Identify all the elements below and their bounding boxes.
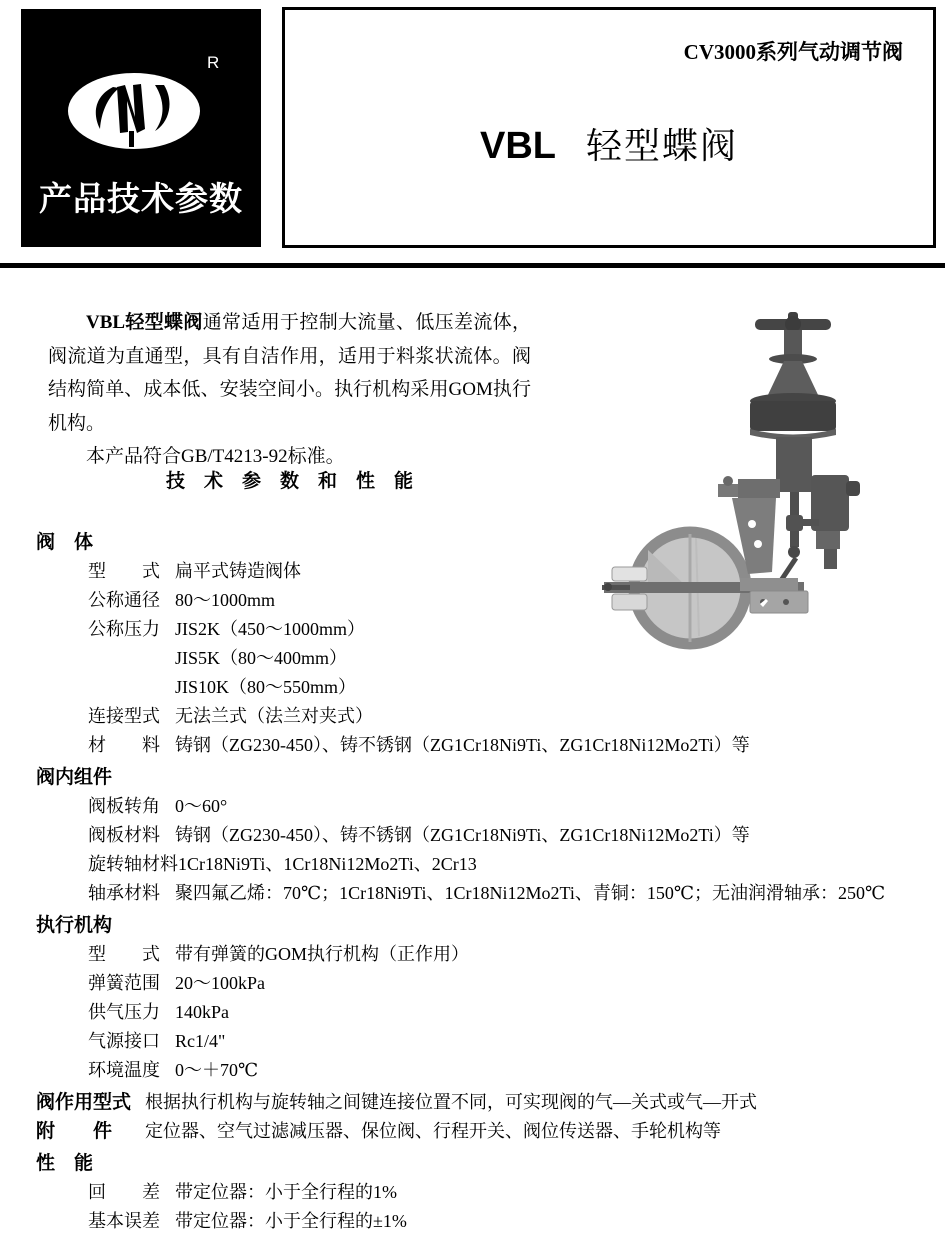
spec-label: 阀板材料	[88, 825, 160, 845]
spec-row	[36, 1027, 935, 1056]
spec-label	[88, 673, 175, 702]
spec-value: JIS2K（450～1000mm）	[175, 619, 366, 639]
spec-value: 铸钢（ZG230-450）、铸不锈钢（ZG1Cr18Ni9Ti、ZG1Cr18Ni12Mo2Ti）等	[175, 825, 750, 845]
spec-value: Rc1/4"	[175, 1031, 226, 1051]
intro-block	[48, 306, 531, 474]
spec-row	[36, 821, 935, 850]
page-title	[285, 118, 933, 169]
spec-row	[36, 879, 935, 908]
spec-label: 连接型式	[88, 706, 160, 726]
spec-label: 供气压力	[88, 1002, 160, 1022]
spec-value: 定位器、空气过滤减压器、保位阀、行程开关、阀位传送器、手轮机构等	[145, 1121, 721, 1141]
intro-body: 通常适用于控制大流量、低压差流体，阀流道为直通型，具有自洁作用，适用于料浆状流体。阀结构简单、成本低、安装空间小。执行机构采用GOM执行机构。	[48, 312, 531, 434]
spec-heading-trim: 阀内组件	[36, 767, 113, 788]
spec-label: 环境温度	[88, 1060, 160, 1080]
spec-value: 铸钢（ZG230-450）、铸不锈钢（ZG1Cr18Ni9Ti、ZG1Cr18Ni12Mo2Ti）等	[175, 735, 750, 755]
section-title: 技 术 参 数 和 性 能	[165, 471, 413, 492]
accessories-row	[36, 1117, 935, 1146]
spec-value: 带定位器：小于全行程的±1%	[175, 1211, 407, 1231]
spec-heading-actuator: 执行机构	[36, 915, 113, 936]
spec-value: 无法兰式（法兰对夹式）	[175, 706, 373, 726]
intro-paragraph	[48, 306, 531, 440]
spec-row	[36, 792, 935, 821]
spec-value: 0～60°	[175, 796, 228, 816]
spec-value: 80～1000mm	[175, 590, 276, 610]
spec-row	[36, 940, 935, 969]
action-type-row	[36, 1088, 935, 1117]
spec-list	[36, 528, 935, 1235]
handwheel	[755, 312, 831, 364]
spec-value: 带定位器：小于全行程的1%	[175, 1182, 397, 1202]
spec-label: 轴承材料	[88, 883, 160, 903]
spec-value: 扁平式铸造阀体	[175, 561, 301, 581]
intro-standard: 本产品符合GB/T4213-92标准。	[86, 446, 345, 467]
spec-value: 1Cr18Ni9Ti、1Cr18Ni12Mo2Ti、2Cr13	[178, 854, 477, 874]
model-code: VBL	[479, 125, 556, 167]
spec-row	[36, 702, 935, 731]
title-box	[282, 7, 936, 248]
spec-row	[36, 615, 935, 644]
spec-heading-action-type: 阀作用型式	[36, 1092, 132, 1113]
spec-row	[36, 1056, 935, 1085]
spec-row	[36, 850, 935, 879]
intro-lead: VBL轻型蝶阀	[86, 312, 203, 333]
spec-heading-valve-body: 阀 体	[36, 532, 94, 553]
spec-label: 弹簧范围	[88, 973, 160, 993]
spec-label: 气源接口	[88, 1031, 160, 1051]
spec-value: 140kPa	[175, 1002, 229, 1022]
series-label: CV3000系列气动调节阀	[683, 40, 903, 64]
spec-value: 聚四氟乙烯：70℃；1Cr18Ni9Ti、1Cr18Ni12Mo2Ti、青铜：150℃；无油润滑轴承：250℃	[175, 883, 886, 903]
spec-row	[36, 586, 935, 615]
spec-row	[36, 557, 935, 586]
spec-value: 0～＋70℃	[175, 1060, 259, 1080]
logo-caption: 产品技术参数	[39, 180, 243, 217]
registered-mark: R	[207, 53, 220, 72]
actuator-drum	[750, 361, 836, 492]
spec-row	[36, 998, 935, 1027]
company-logo-icon	[67, 71, 201, 151]
spec-row	[36, 1207, 935, 1235]
model-name: 轻型蝶阀	[585, 126, 738, 166]
spec-row	[36, 969, 935, 998]
spec-label: 阀板转角	[88, 796, 160, 816]
spec-label: 型 式	[88, 561, 160, 581]
spec-label: 旋转轴材料	[88, 854, 178, 874]
spec-row	[36, 644, 935, 673]
spec-value: JIS5K（80～400mm）	[175, 648, 348, 668]
spec-value: JIS10K（80～550mm）	[175, 677, 357, 697]
spec-label	[88, 644, 175, 673]
spec-row	[36, 731, 935, 760]
spec-value: 根据执行机构与旋转轴之间键连接位置不同，可实现阀的气—关式或气—开式	[145, 1092, 757, 1112]
spec-heading-accessories: 附 件	[36, 1121, 113, 1142]
spec-row	[36, 1178, 935, 1207]
spec-value: 带有弹簧的GOM执行机构（正作用）	[175, 944, 470, 964]
header-divider	[0, 263, 945, 268]
spec-label: 回 差	[88, 1182, 160, 1202]
spec-label: 公称压力	[88, 619, 160, 639]
spec-label: 公称通径	[88, 590, 160, 610]
spec-heading-performance: 性 能	[36, 1153, 94, 1174]
spec-label: 材 料	[88, 735, 160, 755]
spec-label: 基本误差	[88, 1211, 160, 1231]
spec-value: 20～100kPa	[175, 973, 265, 993]
spec-label: 型 式	[88, 944, 160, 964]
logo-box	[21, 9, 261, 247]
spec-row	[36, 673, 935, 702]
